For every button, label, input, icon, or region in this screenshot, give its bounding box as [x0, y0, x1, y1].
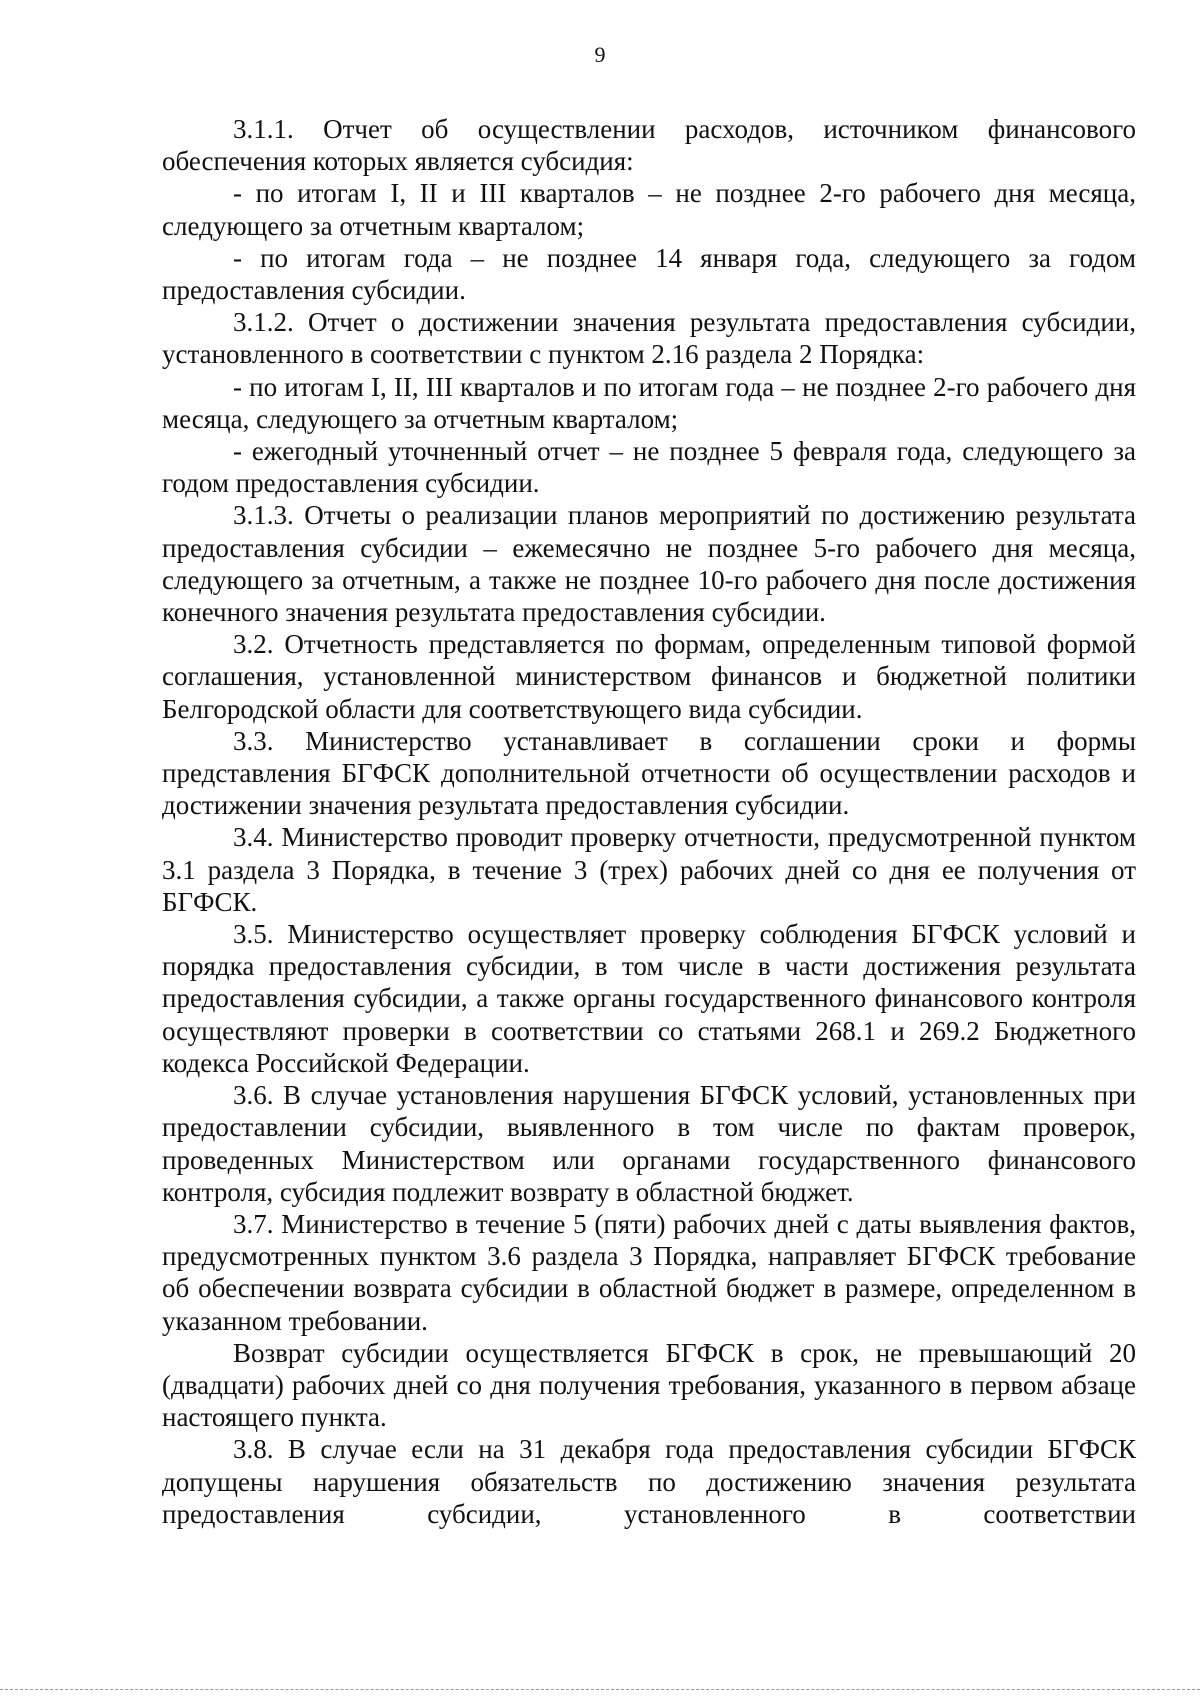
paragraph-3-5: 3.5. Министерство осуществляет проверку соблюдения БГФСК условий и порядка предоставления субсидии, в том числе в части достижения результата предоставления субсидии, а также органы государственного финансового контроля осуществляют проверки в соответствии со статьями 268.1 и 269.2 Бюджетного кодекса Российской Федерации.	[162, 919, 1136, 1078]
paragraph-3-7: 3.7. Министерство в течение 5 (пяти) рабочих дней с даты выявления фактов, предусмотренных пунктом 3.6 раздела 3 Порядка, направляет БГФСК требование об обеспечении возврата субсидии в областной бюджет в размере, определенном в указанном требовании.	[162, 1208, 1136, 1336]
document-body	[162, 113, 1136, 1530]
paragraph-3-6: 3.6. В случае установления нарушения БГФСК условий, установленных при предоставлении субсидии, выявленного в том числе по фактам проверок, проведенных Министерством или органами государственного финансового контроля, субсидия подлежит возврату в областной бюджет.	[162, 1080, 1136, 1207]
paragraph-3-7-refund: Возврат субсидии осуществляется БГФСК в срок, не превышающий 20 (двадцати) рабочих дней со дня получения требования, указанного в первом абзаце настоящего пункта.	[162, 1337, 1136, 1433]
paragraph-3-1-2: 3.1.2. Отчет о достижении значения результата предоставления субсидии, установленного в соответствии с пунктом 2.16 раздела 2 Порядка:	[162, 307, 1136, 370]
paragraph-3-4: 3.4. Министерство проводит проверку отчетности, предусмотренной пунктом 3.1 раздела 3 Порядка, в течение 3 (трех) рабочих дней со дня ее получения от БГФСК.	[162, 822, 1136, 917]
bottom-scan-edge	[0, 1689, 1200, 1690]
paragraph-3-8: 3.8. В случае если на 31 декабря года предоставления субсидии БГФСК допущены нарушения обязательств по достижению значения результата предоставления субсидии, установленного в соответствии	[162, 1434, 1136, 1529]
paragraph-3-1-2-annual: - ежегодный уточненный отчет – не позднее 5 февраля года, следующего за годом предоставления субсидии.	[162, 436, 1136, 499]
paragraph-3-3: 3.3. Министерство устанавливает в соглашении сроки и формы представления БГФСК дополнительной отчетности об осуществлении расходов и достижении значения результата предоставления субсидии.	[162, 725, 1136, 821]
paragraph-3-1-1-year: - по итогам года – не позднее 14 января года, следующего за годом предоставления субсидии.	[162, 242, 1136, 306]
paragraph-3-1-1-quarters: - по итогам I, II и III кварталов – не позднее 2-го рабочего дня месяца, следующего за отчетным кварталом;	[162, 178, 1136, 241]
page-number: 9	[594, 42, 606, 67]
paragraph-3-1-1: 3.1.1. Отчет об осуществлении расходов, источником финансового обеспечения которых является субсидия:	[162, 114, 1136, 177]
paragraph-3-1-2-quarters: - по итогам I, II, III кварталов и по итогам года – не позднее 2-го рабочего дня месяца, следующего за отчетным кварталом;	[162, 371, 1136, 434]
paragraph-3-1-3: 3.1.3. Отчеты о реализации планов мероприятий по достижению результата предоставления субсидии – ежемесячно не позднее 5-го рабочего дня месяца, следующего за отчетным, а также не позднее 10-го рабочего дня после достижения конечного значения результата предоставления субсидии.	[162, 500, 1136, 628]
paragraph-3-2: 3.2. Отчетность представляется по формам, определенным типовой формой соглашения, установленной министерством финансов и бюджетной политики Белгородской области для соответствующего вида субсидии.	[162, 629, 1136, 724]
